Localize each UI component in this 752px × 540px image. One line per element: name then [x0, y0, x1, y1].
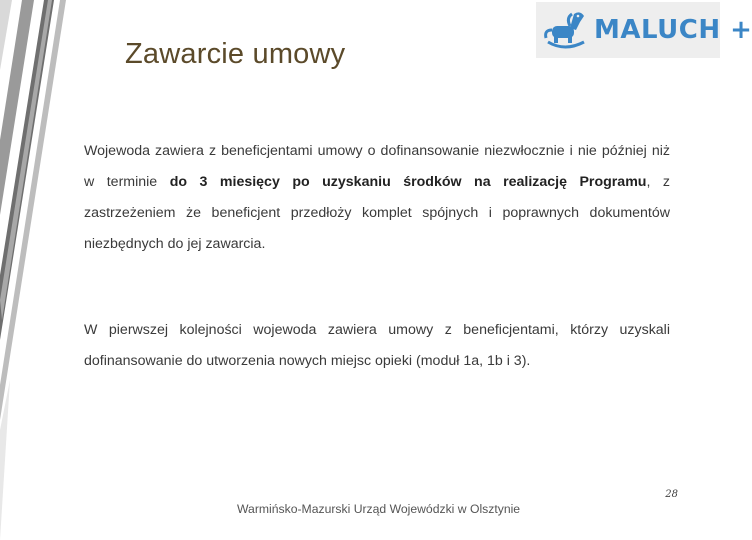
paragraph1-part1: Wojewoda zawiera z beneficjentami umowy o dofinansowanie niezwłocznie i nie później niż w terminie	[84, 143, 670, 190]
logo-text: MALUCH +	[594, 15, 752, 45]
page-number: 28	[665, 489, 678, 500]
paragraph-priority: W pierwszej kolejności wojewoda zawiera umowy z beneficjentami, którzy uzyskali dofinansowanie do utworzenia nowych miejsc opieki (moduł 1a, 1b i 3).	[84, 322, 670, 369]
paragraph-contract-terms	[84, 136, 670, 260]
maluch-logo	[536, 2, 752, 58]
rocking-horse-icon	[540, 8, 590, 52]
footer-institution: Warmińsko-Mazurski Urząd Wojewódzki w Olsztynie	[237, 502, 521, 516]
decorative-stripes	[0, 0, 80, 540]
slide-title: Zawarcie umowy	[125, 38, 346, 70]
paragraph1-part2: , z zastrzeżeniem że beneficjent przedłoży komplet spójnych i poprawnych dokumentów niezbędnych do jej zawarcia.	[84, 174, 671, 252]
paragraph1-bold: do 3 miesięcy po uzyskaniu środków na realizację Programu	[169, 174, 647, 190]
